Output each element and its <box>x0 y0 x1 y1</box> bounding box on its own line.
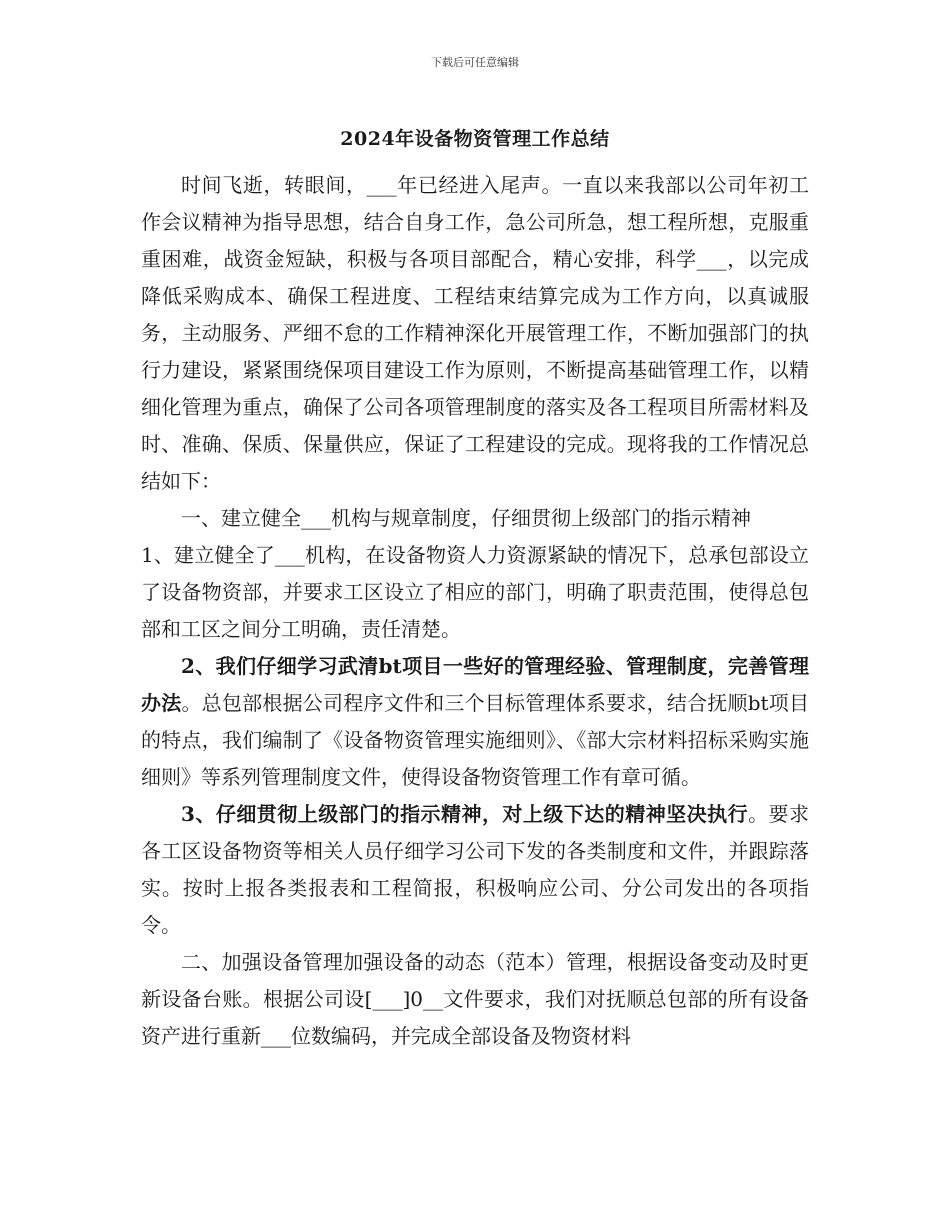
document-title: 2024年设备物资管理工作总结 <box>340 128 610 150</box>
section-heading-1: 一、建立健全___机构与规章制度，仔细贯彻上级部门的指示精神 <box>181 506 751 530</box>
item-3-bold-lead: 3、仔细贯彻上级部门的指示精神，对上级下达的精神坚决执行 <box>181 802 749 826</box>
document-body <box>141 167 809 1055</box>
paragraph-item-1: 1、建立健全了___机构，在设备物资人力资源紧缺的情况下，总承包部设立了设备物资部，并要求工区设立了相应的部门，明确了职责范围，使得总包部和工区之间分工明确，责任清楚。 <box>141 543 809 641</box>
item-2-text: 。总包部根据公司程序文件和三个目标管理体系要求，结合抚顺bt项目的特点，我们编制了《设备物资管理实施细则》、《部大宗材料招标采购实施细则》等系列管理制度文件，使得设备物资管理工作有章可循。 <box>141 691 810 789</box>
paragraph-intro: 时间飞逝，转眼间，___年已经进入尾声。一直以来我部以公司年初工作会议精神为指导思想，结合自身工作，急公司所急，想工程所想，克服重重困难，战资金短缺，积极与各项目部配合，精心安排，科学___，以完成降低采购成本、确保工程进度、工程结束结算完成为工作方向，以真诚服务，主动服务、严细不怠的工作精神深化开展管理工作，不断加强部门的执行力建设，紧紧围绕保项目建设工作为原则，不断提高基础管理工作，以精细化管理为重点，确保了公司各项管理制度的落实及各工程项目所需材料及时、准确、保质、保量供应，保证了工程建设的完成。现将我的工作情况总结如下： <box>141 173 809 493</box>
item-3-text: 。要求各工区设备物资等相关人员仔细学习公司下发的各类制度和文件，并跟踪落实。按时上报各类报表和工程简报，积极响应公司、分公司发出的各项指令。 <box>141 802 810 937</box>
section-heading-2: 二、加强设备管理加强设备的动态（范本）管理，根据设备变动及时更新设备台账。根据公司设[___]0__文件要求，我们对抚顺总包部的所有设备资产进行重新___位数编码，并完成全部设备及物资材料 <box>141 950 809 1048</box>
paragraph-item-2 <box>141 648 809 796</box>
header-note: 下载后可任意编辑 <box>431 56 519 69</box>
paragraph-item-3 <box>141 796 809 944</box>
item-2-bold-lead: 2、我们仔细学习武清bt项目一些好的管理经验、管理制度，完善管理办法 <box>141 654 809 715</box>
